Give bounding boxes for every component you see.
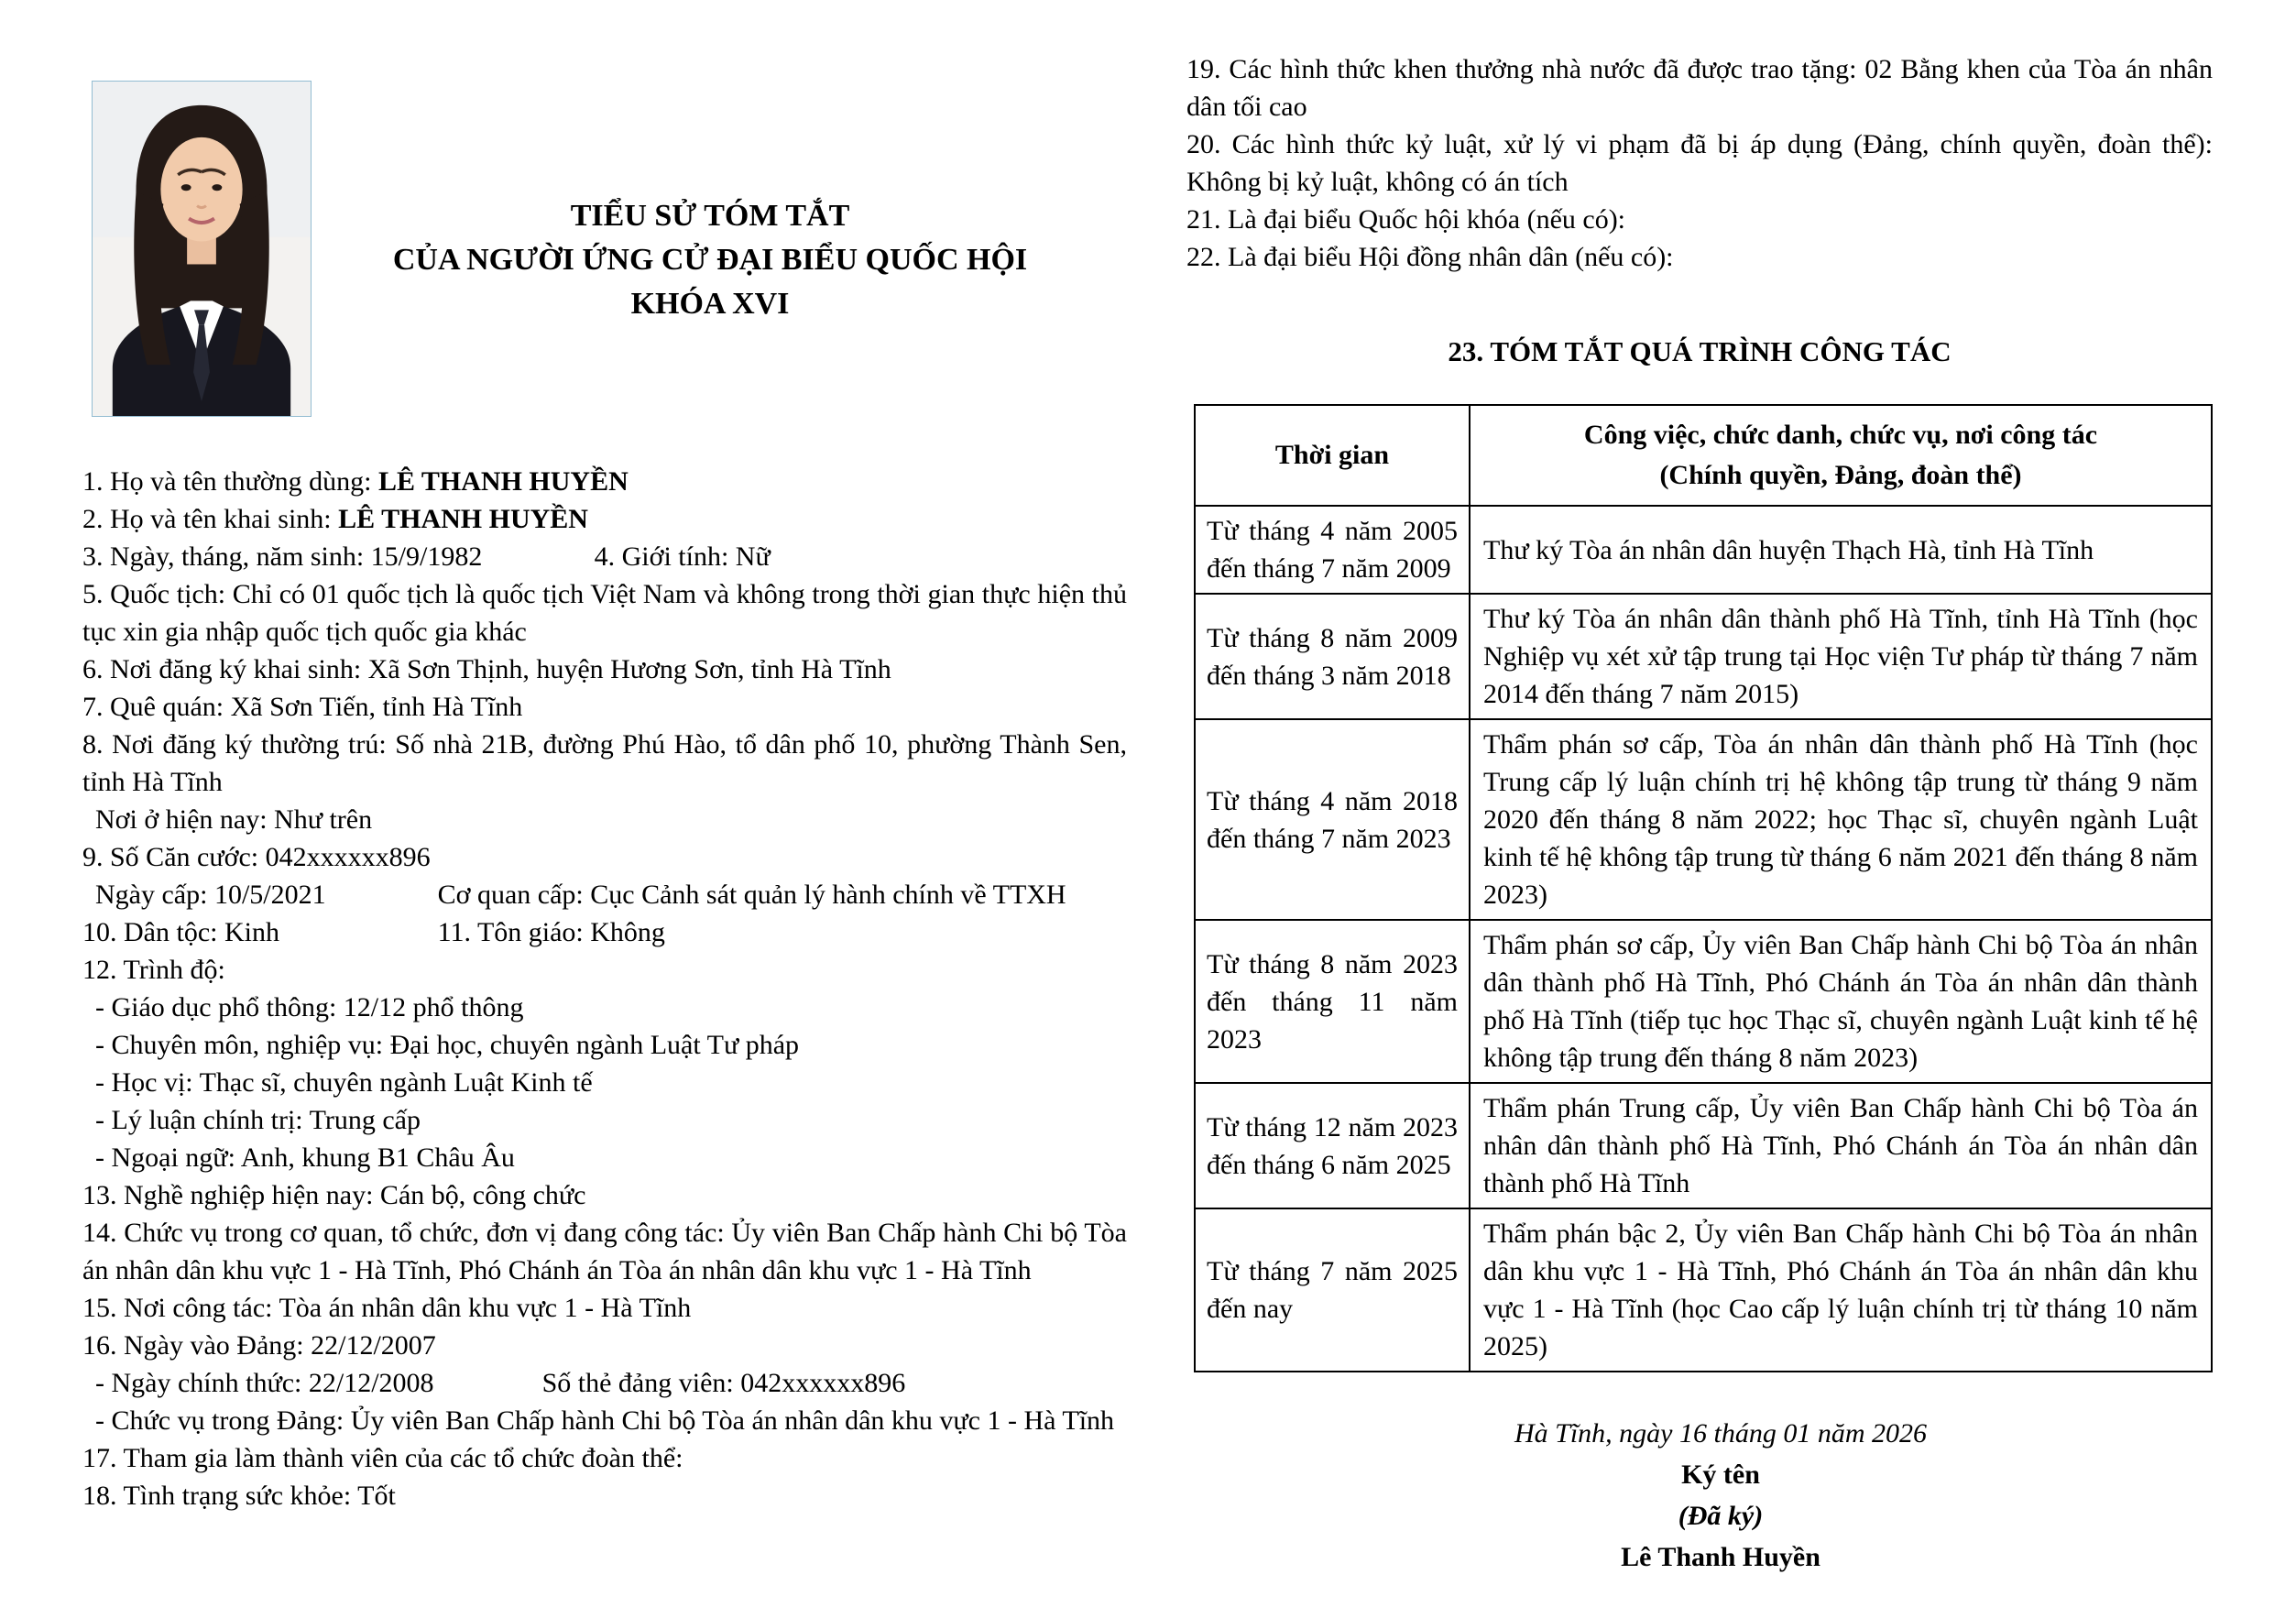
career-row [1195,1208,2212,1372]
info-line [82,575,1127,650]
additional-info-line: 21. Là đại biểu Quốc hội khóa (nếu có): [1186,204,1626,235]
info-line [82,1477,1127,1514]
info-line-segment: - Chức vụ trong Đảng: Ủy viên Ban Chấp hành Chi bộ Tòa án nhân dân khu vực 1 - Hà Tĩnh [95,1405,1115,1436]
info-line-left: - Ngày chính thức: 22/12/2008 [95,1368,434,1398]
info-line [82,989,1127,1026]
additional-info-line: 22. Là đại biểu Hội đồng nhân dân (nếu có): [1186,242,1674,272]
info-line-segment: - Chuyên môn, nghiệp vụ: Đại học, chuyên ngành Luật Tư pháp [95,1030,800,1060]
info-line [82,801,1127,838]
info-line-segment: 14. Chức vụ trong cơ quan, tổ chức, đơn vị đang công tác: Ủy viên Ban Chấp hành Chi bộ Tòa án nhân dân khu vực 1 - Hà Tĩnh, Phó Chánh án Tòa án nhân dân khu vực 1 - Hà Tĩnh [82,1218,1127,1285]
career-time-cell: Từ tháng 4 năm 2005 đến tháng 7 năm 2009 [1195,506,1470,594]
career-time-cell: Từ tháng 12 năm 2023 đến tháng 6 năm 2025 [1195,1083,1470,1208]
info-line-segment: 8. Nơi đăng ký thường trú: Số nhà 21B, đường Phú Hào, tổ dân phố 10, phường Thành Sen, tỉnh Hà Tĩnh [82,729,1127,797]
career-desc-cell: Thẩm phán bậc 2, Ủy viên Ban Chấp hành Chi bộ Tòa án nhân dân khu vực 1 - Hà Tĩnh, Phó Chánh án Tòa án nhân dân khu vực 1 - Hà Tĩnh (học Cao cấp lý luận chính trị từ tháng 10 năm 2025) [1470,1208,2212,1372]
portrait-illustration [93,82,311,416]
title-line-3: KHÓA XVI [630,287,790,321]
info-line-segment: 9. Số Căn cước: 042xxxxxx896 [82,842,431,872]
info-line [82,1139,1127,1176]
info-line-segment: Nơi ở hiện nay: Như trên [95,804,373,835]
career-col-desc-header-line-2: (Chính quyền, Đảng, đoàn thể) [1659,460,2022,490]
info-line [82,838,1127,876]
career-col-desc-header-line-1: Công việc, chức danh, chức vụ, nơi công tác [1583,420,2098,450]
info-line-segment: LÊ THANH HUYỀN [377,466,629,497]
info-line-segment: - Lý luận chính trị: Trung cấp [95,1105,421,1135]
career-row [1195,506,2212,594]
document-title [339,194,1081,326]
info-line-segment: - Ngoại ngữ: Anh, khung B1 Châu Âu [95,1142,515,1173]
career-time-cell: Từ tháng 4 năm 2018 đến tháng 7 năm 2023 [1195,719,1470,920]
info-line-segment: 1. Họ và tên thường dùng: [82,466,378,497]
info-line [82,1064,1127,1101]
left-column [82,37,1127,1514]
career-col-desc-header [1470,405,2212,506]
signature-block [1229,1413,2213,1578]
info-line-segment: LÊ THANH HUYỀN [338,504,588,534]
info-line [82,650,1127,688]
career-time-cell: Từ tháng 8 năm 2023 đến tháng 11 năm 2023 [1195,920,1470,1083]
title-line-1: TIỂU SỬ TÓM TẮT [570,199,850,233]
info-line [82,1402,1127,1439]
info-line [82,1026,1127,1064]
info-line-segment: 6. Nơi đăng ký khai sinh: Xã Sơn Thịnh, huyện Hương Sơn, tỉnh Hà Tĩnh [82,654,891,684]
info-line-segment: 17. Tham gia làm thành viên của các tổ chức đoàn thể: [82,1443,683,1473]
info-line-segment: - Học vị: Thạc sĩ, chuyên ngành Luật Kinh tế [95,1067,593,1098]
career-desc-cell: Thẩm phán Trung cấp, Ủy viên Ban Chấp hành Chi bộ Tòa án nhân dân thành phố Hà Tĩnh, Phó Chánh án Tòa án nhân dân thành phố Hà Tĩnh [1470,1083,2212,1208]
info-line [82,876,1127,913]
info-line [82,500,1127,538]
info-line-segment: 13. Nghề nghiệp hiện nay: Cán bộ, công chức [82,1180,586,1210]
info-line [82,1439,1127,1477]
additional-info-list [1186,50,2213,276]
document-header [82,37,1127,463]
info-line-segment: 12. Trình độ: [82,955,225,985]
info-line-segment: 16. Ngày vào Đảng: 22/12/2007 [82,1330,436,1361]
info-line-left: Ngày cấp: 10/5/2021 [95,880,326,910]
info-line-segment: 15. Nơi công tác: Tòa án nhân dân khu vực 1 - Hà Tĩnh [82,1293,692,1323]
info-line-right: 4. Giới tính: Nữ [594,541,771,572]
title-line-2: CỦA NGƯỜI ỨNG CỬ ĐẠI BIỂU QUỐC HỘI [392,243,1028,277]
info-line [82,1176,1127,1214]
info-line [82,1289,1127,1327]
additional-info-line: 20. Các hình thức kỷ luật, xử lý vi phạm đã bị áp dụng (Đảng, chính quyền, đoàn thể): Không bị kỷ luật, không có án tích [1186,129,2213,197]
info-line-segment: 7. Quê quán: Xã Sơn Tiến, tỉnh Hà Tĩnh [82,692,523,722]
career-table-body [1195,506,2212,1372]
info-line-left: 10. Dân tộc: Kinh [82,917,279,947]
info-line-segment: 5. Quốc tịch: Chỉ có 01 quốc tịch là quốc tịch Việt Nam và không trong thời gian thực hiện thủ tục xin gia nhập quốc tịch quốc gia khác [82,579,1127,647]
info-line [82,726,1127,801]
info-line [82,1101,1127,1139]
right-column [1186,50,2213,1578]
career-row [1195,719,2212,920]
career-time-cell: Từ tháng 7 năm 2025 đến nay [1195,1208,1470,1372]
info-line-right: 11. Tôn giáo: Không [437,917,665,947]
info-line-segment: 18. Tình trạng sức khỏe: Tốt [82,1481,396,1511]
career-desc-cell: Thư ký Tòa án nhân dân huyện Thạch Hà, tỉnh Hà Tĩnh [1470,506,2212,594]
info-line-segment: - Giáo dục phổ thông: 12/12 phổ thông [95,992,524,1022]
signer-name: Lê Thanh Huyền [1621,1542,1820,1572]
info-line [82,538,1127,575]
info-line-right: Số thẻ đảng viên: 042xxxxxx896 [541,1368,906,1398]
signature-label: Ký tên [1681,1459,1760,1490]
career-row [1195,920,2212,1083]
info-line-right: Cơ quan cấp: Cục Cảnh sát quản lý hành chính về TTXH [437,880,1066,910]
signed-note: (Đã ký) [1678,1501,1764,1531]
info-line-segment: 2. Họ và tên khai sinh: [82,504,339,534]
info-line [82,913,1127,951]
career-col-time-header: Thời gian [1195,405,1470,506]
info-line [82,1214,1127,1289]
career-table [1194,404,2213,1372]
additional-info-line: 19. Các hình thức khen thưởng nhà nước đã được trao tặng: 02 Bằng khen của Tòa án nhân dân tối cao [1186,54,2213,122]
info-line-left: 3. Ngày, tháng, năm sinh: 15/9/1982 [82,541,483,572]
info-line [82,463,1127,500]
career-table-header [1195,405,2212,506]
career-desc-cell: Thẩm phán sơ cấp, Tòa án nhân dân thành phố Hà Tĩnh (học Trung cấp lý luận chính trị hệ không tập trung từ tháng 9 năm 2020 đến tháng 8 năm 2022; học Thạc sĩ, chuyên ngành Luật kinh tế hệ không tập trung từ tháng 6 năm 2021 đến tháng 8 năm 2023) [1470,719,2212,920]
career-row [1195,1083,2212,1208]
info-line [82,688,1127,726]
info-line [82,951,1127,989]
career-desc-cell: Thẩm phán sơ cấp, Ủy viên Ban Chấp hành Chi bộ Tòa án nhân dân thành phố Hà Tĩnh, Phó Chánh án Tòa án nhân dân thành phố Hà Tĩnh (tiếp tục học Thạc sĩ, chuyên ngành Luật kinh tế hệ không tập trung đến tháng 8 năm 2023) [1470,920,2212,1083]
career-desc-cell: Thư ký Tòa án nhân dân thành phố Hà Tĩnh, tỉnh Hà Tĩnh (học Nghiệp vụ xét xử tập trung tại Học viện Tư pháp từ tháng 7 năm 2014 đến tháng 7 năm 2015) [1470,594,2212,719]
career-section-title: 23. TÓM TẮT QUÁ TRÌNH CÔNG TÁC [1448,335,1952,367]
info-line [82,1327,1127,1364]
personal-info-list [82,463,1127,1514]
info-line [82,1364,1127,1402]
career-row [1195,594,2212,719]
portrait-photo [92,81,312,417]
career-time-cell: Từ tháng 8 năm 2009 đến tháng 3 năm 2018 [1195,594,1470,719]
signature-place-date: Hà Tĩnh, ngày 16 tháng 01 năm 2026 [1514,1418,1927,1449]
